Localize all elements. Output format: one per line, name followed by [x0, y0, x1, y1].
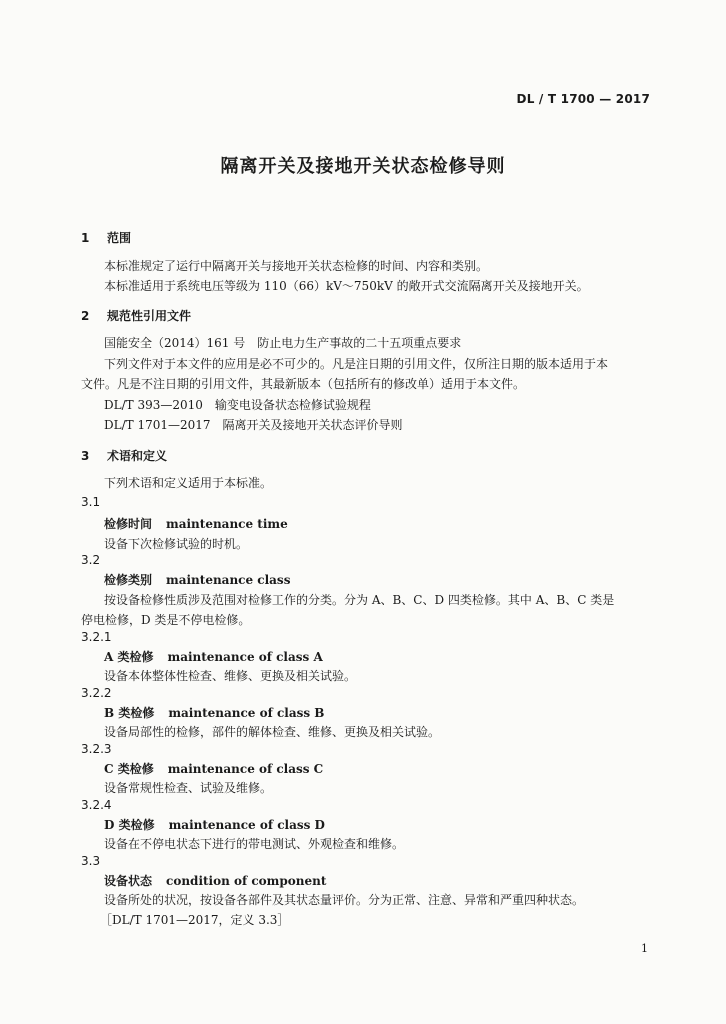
term-en: condition of component — [166, 874, 327, 888]
section-number: 2 — [81, 309, 90, 323]
section-2-heading — [81, 307, 191, 324]
term-heading — [104, 760, 323, 777]
term-zh: A 类检修 — [104, 650, 154, 664]
term-zh: 检修时间 — [104, 517, 153, 531]
section-number: 1 — [81, 231, 90, 245]
paragraph: 本标准规定了运行中隔离开关与接地开关状态检修的时间、内容和类别。 — [104, 259, 489, 273]
term-definition: 按设备检修性质涉及范围对检修工作的分类。分为 A、B、C、D 四类检修。其中 A、B、C 类是 — [104, 593, 615, 607]
section-1-heading — [81, 229, 131, 246]
section-number: 3 — [81, 449, 90, 463]
term-en: maintenance time — [166, 517, 288, 531]
paragraph: 下列术语和定义适用于本标准。 — [104, 476, 273, 490]
reference-item: DL/T 393—2010 输变电设备状态检修试验规程 — [104, 398, 371, 412]
term-definition: 设备在不停电状态下进行的带电测试、外观检查和维修。 — [104, 837, 405, 851]
paragraph: 下列文件对于本文件的应用是必不可少的。凡是注日期的引用文件，仅所注日期的版本适用于本 — [104, 357, 609, 371]
term-heading — [104, 648, 323, 665]
term-source: ［DL/T 1701—2017，定义 3.3］ — [100, 913, 290, 927]
term-heading — [104, 704, 324, 721]
section-3-heading — [81, 447, 167, 464]
paragraph: 本标准适用于系统电压等级为 110（66）kV～750kV 的敞开式交流隔离开关及接地开关。 — [104, 279, 589, 293]
page-number: 1 — [641, 942, 648, 955]
term-number: 3.3 — [81, 854, 101, 868]
term-number: 3.2.1 — [81, 630, 112, 644]
term-zh: B 类检修 — [104, 706, 155, 720]
term-heading — [104, 571, 290, 588]
term-number: 3.2 — [81, 553, 101, 567]
section-title: 规范性引用文件 — [107, 309, 192, 323]
term-en: maintenance of class D — [168, 818, 325, 832]
doc-code-header: DL / T 1700 — 2017 — [516, 92, 650, 106]
term-definition: 设备所处的状况，按设备各部件及其状态量评价。分为正常、注意、异常和严重四种状态。 — [104, 893, 585, 907]
term-zh: 检修类别 — [104, 573, 153, 587]
term-definition: 设备本体整体性检查、维修、更换及相关试验。 — [104, 669, 357, 683]
term-zh: C 类检修 — [104, 762, 154, 776]
paragraph: 国能安全（2014）161 号 防止电力生产事故的二十五项重点要求 — [104, 336, 462, 350]
term-zh: D 类检修 — [104, 818, 155, 832]
section-title: 术语和定义 — [107, 449, 168, 463]
term-heading — [104, 515, 288, 532]
term-number: 3.2.4 — [81, 798, 112, 812]
section-title: 范围 — [107, 231, 132, 245]
term-definition: 设备局部性的检修，部件的解体检查、维修、更换及相关试验。 — [104, 725, 441, 739]
term-en: maintenance of class B — [168, 706, 325, 720]
term-en: maintenance of class C — [167, 762, 324, 776]
page-title: 隔离开关及接地开关状态检修导则 — [220, 156, 506, 177]
term-number: 3.2.3 — [81, 742, 112, 756]
term-heading — [104, 872, 326, 889]
term-zh: 设备状态 — [104, 874, 153, 888]
term-number: 3.2.2 — [81, 686, 112, 700]
term-definition: 设备常规性检查、试验及维修。 — [104, 781, 273, 795]
term-definition: 设备下次检修试验的时机。 — [104, 537, 249, 551]
term-number: 3.1 — [81, 495, 101, 509]
term-en: maintenance class — [166, 573, 291, 587]
term-en: maintenance of class A — [167, 650, 323, 664]
term-heading — [104, 816, 325, 833]
paragraph: 文件。凡是不注日期的引用文件，其最新版本（包括所有的修改单）适用于本文件。 — [81, 377, 526, 391]
term-definition: 停电检修，D 类是不停电检修。 — [81, 613, 251, 627]
reference-item: DL/T 1701—2017 隔离开关及接地开关状态评价导则 — [104, 418, 403, 432]
